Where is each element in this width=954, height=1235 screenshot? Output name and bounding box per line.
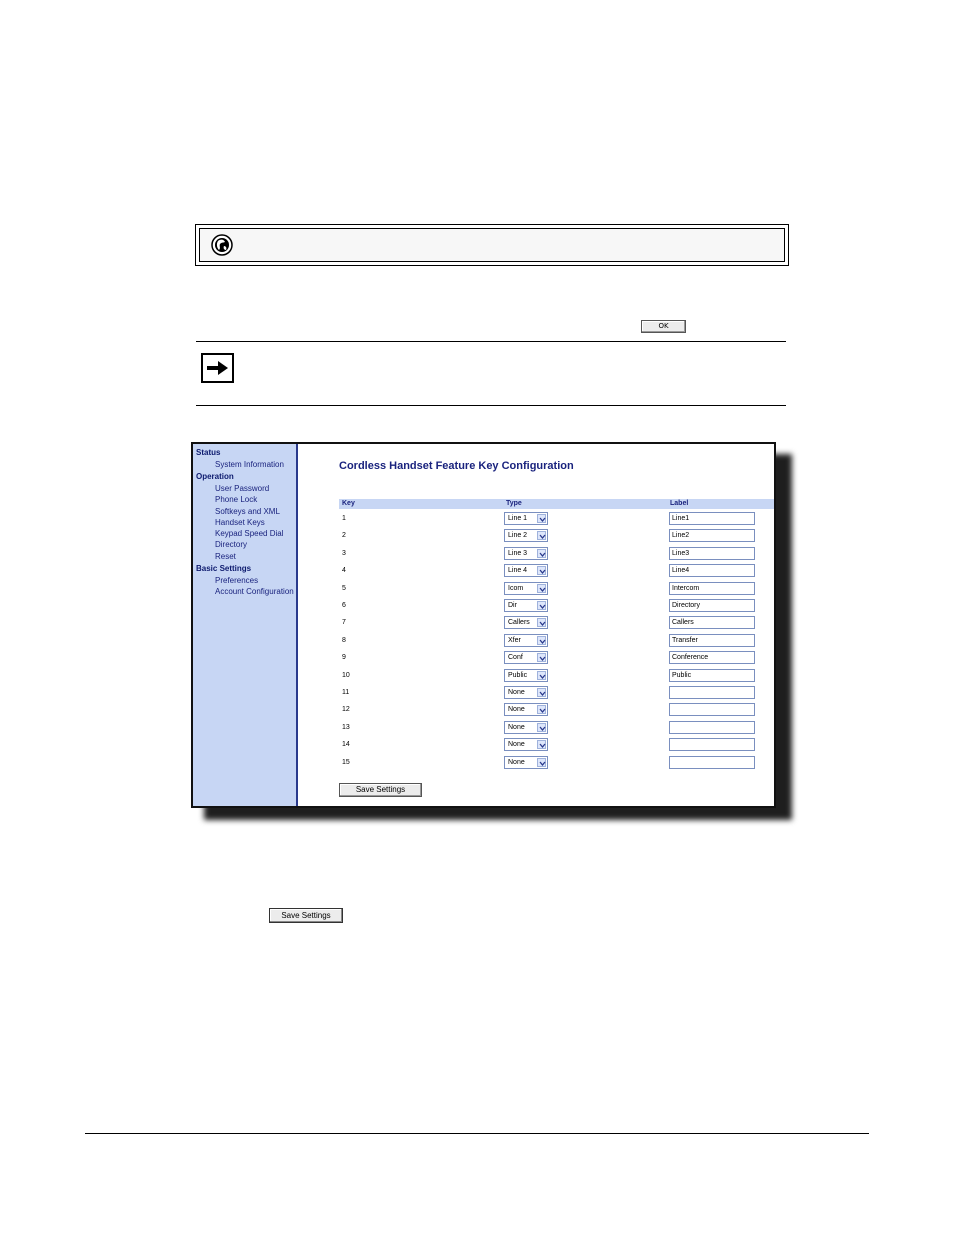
key-type-select[interactable] [504, 651, 548, 664]
chevron-down-icon[interactable] [537, 723, 546, 732]
nav-item-reset[interactable]: Reset [215, 552, 236, 561]
chevron-down-icon[interactable] [537, 601, 546, 610]
key-type-value: Line 3 [508, 549, 528, 557]
key-label-input[interactable] [669, 529, 755, 542]
nav-item-preferences[interactable]: Preferences [215, 576, 259, 585]
key-type-value: Line 2 [508, 532, 528, 540]
key-type-select[interactable] [504, 616, 548, 629]
table-row [339, 755, 776, 771]
key-number: 12 [342, 706, 350, 714]
key-label-value: Line2 [672, 532, 690, 540]
key-label-input[interactable] [669, 582, 755, 595]
key-type-value: Line 4 [508, 567, 528, 575]
key-type-select[interactable] [504, 721, 548, 734]
save-settings-inline-button[interactable]: Save Settings [269, 908, 343, 923]
key-number: 3 [342, 549, 346, 557]
nav-item-system-information[interactable]: System Information [215, 460, 284, 469]
chevron-down-icon[interactable] [537, 618, 546, 627]
key-number: 1 [342, 515, 346, 522]
key-type-value: None [508, 723, 525, 731]
key-label-value: Conference [672, 654, 709, 662]
key-number: 4 [342, 567, 346, 575]
key-label-input[interactable] [669, 634, 755, 647]
key-label-input[interactable] [669, 756, 755, 769]
key-number: 14 [342, 741, 350, 749]
key-number: 15 [342, 758, 350, 766]
nav-item-account-configuration[interactable]: Account Configuration [215, 587, 294, 596]
sidebar-nav [193, 444, 298, 806]
nav-item-keypad-speed-dial[interactable]: Keypad Speed Dial [215, 529, 284, 538]
chevron-down-icon[interactable] [537, 514, 546, 523]
table-row [339, 650, 776, 666]
key-type-value: None [508, 758, 525, 766]
key-label-value: Line3 [672, 549, 690, 557]
table-row [339, 598, 776, 614]
key-label-input[interactable] [669, 686, 755, 699]
key-type-select[interactable] [504, 669, 548, 682]
note-bottom-rule [196, 405, 786, 406]
table-header [339, 499, 776, 509]
table-row [339, 528, 776, 544]
key-label-input[interactable] [669, 547, 755, 560]
chevron-down-icon[interactable] [537, 653, 546, 662]
key-number: 9 [342, 654, 346, 662]
key-type-select[interactable] [504, 634, 548, 647]
key-label-input[interactable] [669, 564, 755, 577]
key-type-select[interactable] [504, 738, 548, 751]
key-type-value: Public [508, 671, 528, 679]
chevron-down-icon[interactable] [537, 758, 546, 767]
key-type-value: Line 1 [508, 515, 528, 522]
key-type-select[interactable] [504, 512, 548, 525]
key-number: 8 [342, 636, 346, 644]
key-label-value: Callers [672, 619, 694, 627]
key-label-input[interactable] [669, 599, 755, 612]
column-header-label: Label [670, 500, 689, 507]
key-number: 13 [342, 723, 350, 731]
footer-rule [85, 1133, 869, 1134]
chevron-down-icon[interactable] [537, 531, 546, 540]
chevron-down-icon[interactable] [537, 688, 546, 697]
key-label-input[interactable] [669, 512, 755, 525]
nav-heading-basic-settings[interactable]: Basic Settings [196, 564, 252, 573]
key-number: 6 [342, 602, 346, 609]
chevron-down-icon[interactable] [537, 584, 546, 593]
table-row [339, 685, 776, 701]
key-type-select[interactable] [504, 564, 548, 577]
key-label-input[interactable] [669, 651, 755, 664]
column-header-type: Type [506, 500, 522, 507]
nav-item-softkeys-xml[interactable]: Softkeys and XML [215, 507, 280, 516]
key-number: 11 [342, 689, 350, 696]
page-title: Cordless Handset Feature Key Configuration [339, 460, 574, 472]
table-row [339, 546, 776, 562]
key-number: 5 [342, 584, 346, 592]
table-row [339, 511, 776, 527]
table-row [339, 668, 776, 684]
key-label-input[interactable] [669, 669, 755, 682]
key-type-select[interactable] [504, 547, 548, 560]
table-row [339, 737, 776, 753]
key-label-value: Public [672, 671, 692, 679]
nav-item-handset-keys[interactable]: Handset Keys [215, 518, 265, 527]
key-type-value: Xfer [508, 636, 521, 644]
key-label-value: Directory [672, 602, 701, 609]
key-label-value: Intercom [672, 584, 700, 592]
table-row [339, 702, 776, 718]
key-type-select[interactable] [504, 529, 548, 542]
key-label-value: Line1 [672, 515, 690, 522]
save-settings-button[interactable]: Save Settings [339, 783, 422, 797]
nav-item-phone-lock[interactable]: Phone Lock [215, 495, 258, 504]
arrow-right-icon [206, 360, 229, 376]
web-ui-banner [195, 224, 789, 266]
chevron-down-icon[interactable] [537, 636, 546, 645]
key-type-select[interactable] [504, 686, 548, 699]
nav-item-directory[interactable]: Directory [215, 540, 248, 549]
key-label-input[interactable] [669, 616, 755, 629]
web-ui-banner-inner [199, 228, 785, 262]
key-number: 2 [342, 532, 346, 540]
table-row [339, 720, 776, 736]
table-row [339, 633, 776, 649]
ok-button[interactable]: OK [641, 320, 686, 333]
key-label-value: Transfer [672, 636, 698, 644]
globe-icon [211, 234, 233, 256]
table-row [339, 615, 776, 631]
key-type-value: Dir [508, 602, 517, 609]
key-type-value: Callers [508, 619, 530, 627]
nav-item-user-password[interactable]: User Password [215, 484, 270, 493]
key-type-value: None [508, 689, 525, 696]
nav-heading-status[interactable]: Status [196, 448, 221, 457]
table-row [339, 563, 776, 579]
key-type-value: Icom [508, 584, 524, 592]
key-label-input[interactable] [669, 703, 755, 716]
chevron-down-icon[interactable] [537, 740, 546, 749]
chevron-down-icon[interactable] [537, 671, 546, 680]
note-top-rule [196, 341, 786, 342]
key-label-value: Line4 [672, 567, 690, 575]
chevron-down-icon[interactable] [537, 566, 546, 575]
key-number: 7 [342, 619, 346, 627]
web-ui-screenshot [191, 442, 776, 808]
chevron-down-icon[interactable] [537, 549, 546, 558]
key-number: 10 [342, 671, 350, 679]
key-type-value: Conf [508, 654, 523, 662]
key-label-input[interactable] [669, 721, 755, 734]
key-label-input[interactable] [669, 738, 755, 751]
key-type-select[interactable] [504, 599, 548, 612]
key-type-value: None [508, 741, 525, 749]
key-type-select[interactable] [504, 756, 548, 769]
key-type-select[interactable] [504, 703, 548, 716]
chevron-down-icon[interactable] [537, 705, 546, 714]
key-type-select[interactable] [504, 582, 548, 595]
column-header-key: Key [342, 500, 355, 507]
nav-heading-operation[interactable]: Operation [196, 472, 234, 481]
key-type-value: None [508, 706, 525, 714]
note-icon-box [201, 353, 234, 383]
table-row [339, 581, 776, 597]
